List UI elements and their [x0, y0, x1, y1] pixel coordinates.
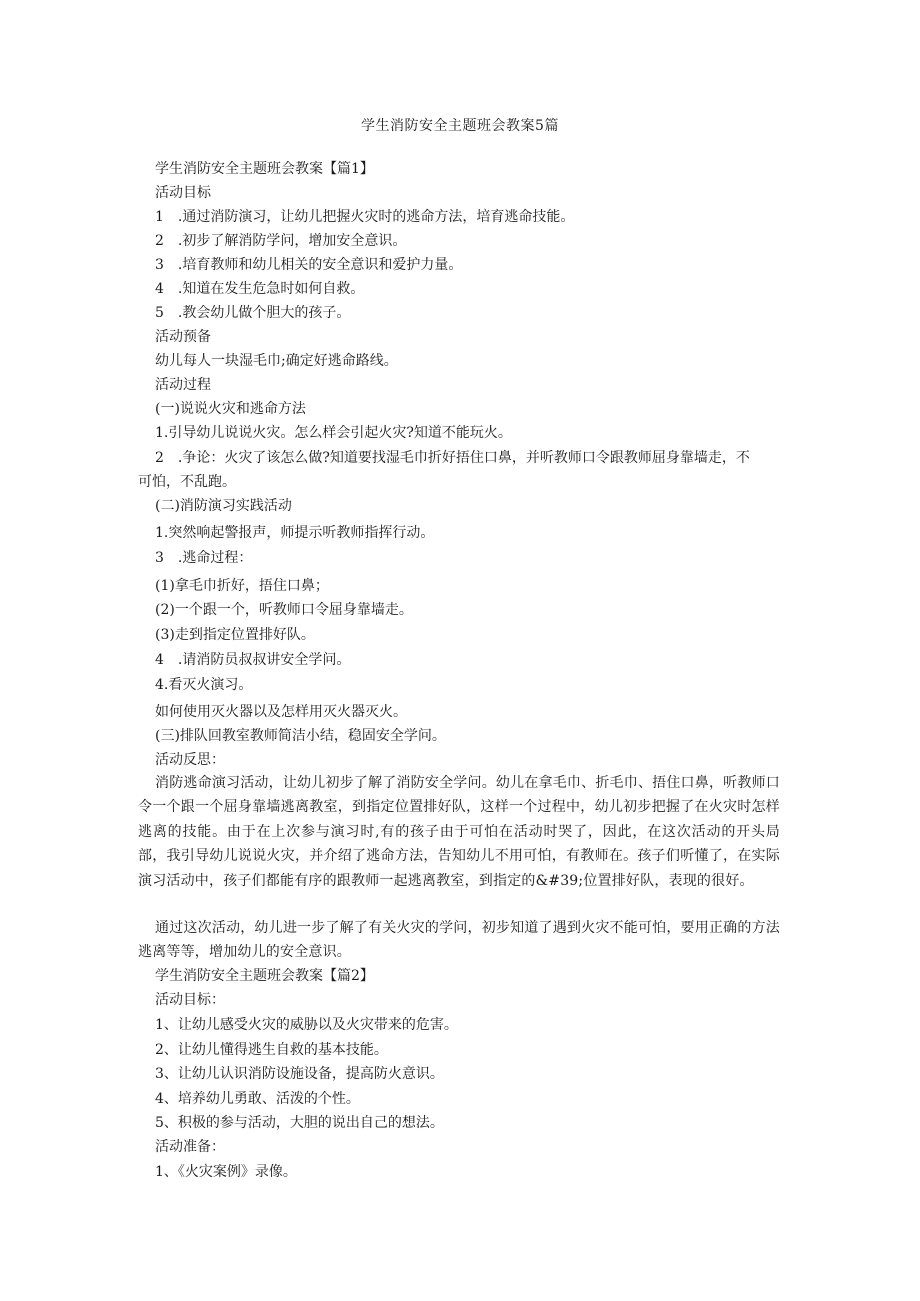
text-line: 2 .争论：火灾了该怎么做?知道要找湿毛巾折好捂住口鼻，并听教师口令跟教师屈身靠墙走，不	[155, 450, 750, 466]
text-line: 活动目标：	[155, 992, 225, 1008]
text-line: 4.看灭火演习。	[155, 677, 253, 693]
text-line: 如何使用灭火器以及怎样用灭火器灭火。	[155, 704, 407, 720]
text-line: 5 .教会幼儿做个胆大的孩子。	[155, 305, 351, 321]
text-line: 4 .知道在发生危急时如何自救。	[155, 281, 365, 297]
text-line: 活动反思：	[155, 752, 225, 768]
text-line: 3、让幼儿认识消防设施设备，提高防火意识。	[155, 1066, 444, 1082]
text-line: 4 .请消防员叔叔讲安全学问。	[155, 652, 351, 668]
text-line: 3 .逃命过程：	[155, 550, 253, 566]
text-line: 活动目标	[155, 185, 211, 201]
text-line: (三)排队回教室教师简洁小结，稳固安全学问。	[155, 728, 446, 744]
text-line: 可怕，不乱跑。	[138, 474, 236, 490]
text-line: 5、积极的参与活动，大胆的说出自己的想法。	[155, 1115, 444, 1131]
text-line: (2)一个跟一个，听教师口令屈身靠墙走。	[155, 602, 413, 618]
text-line: 2、让幼儿懂得逃生自救的基本技能。	[155, 1042, 388, 1058]
text-line: (二)消防演习实践活动	[155, 498, 292, 514]
reflection-paragraph: 消防逃命演习活动，让幼儿初步了解了消防安全学问。幼儿在拿毛巾、折毛巾、捂住口鼻，听教师口令一个跟一个屈身靠墙逃离教室，到指定位置排好队，这样一个过程中，幼儿初步把握了在火灾时怎样逃离的技能。由于在上次参与演习时,有的孩子由于可怕在活动时哭了，因此，在这次活动的开头局部，我引导幼儿说说火灾，并介绍了逃命方法，告知幼儿不用可怕，有教师在。孩子们听懂了，在实际演习活动中，孩子们都能有序的跟教师一起逃离教室，到指定的&#39;位置排好队，表现的很好。	[138, 775, 780, 889]
text-line: 4、培养幼儿勇敢、活泼的个性。	[155, 1091, 360, 1107]
text-line: 活动预备	[155, 329, 211, 345]
text-line: 3 .培育教师和幼儿相关的安全意识和爱护力量。	[155, 257, 463, 273]
text-line: 活动过程	[155, 377, 211, 393]
text-line: 1、让幼儿感受火灾的威胁以及火灾带来的危害。	[155, 1017, 458, 1033]
text-line: 1.引导幼儿说说火灾。怎么样会引起火灾?知道不能玩火。	[155, 425, 512, 441]
summary-paragraph: 通过这次活动，幼儿进一步了解了有关火灾的学问，初步知道了遇到火灾不能可怕，要用正确的方法逃离等等，增加幼儿的安全意识。	[138, 920, 780, 961]
text-line: 1 .通过消防演习，让幼儿把握火灾时的逃命方法，培育逃命技能。	[155, 209, 575, 225]
document-title: 学生消防安全主题班会教案5篇	[361, 118, 559, 134]
section-heading-2: 学生消防安全主题班会教案【篇2】	[155, 968, 374, 984]
text-line: 1、《火灾案例》录像。	[155, 1164, 297, 1180]
text-line: 2 .初步了解消防学问，增加安全意识。	[155, 233, 407, 249]
text-line: 1.突然响起警报声，师提示听教师指挥行动。	[155, 525, 435, 541]
text-line: 活动准备：	[155, 1139, 225, 1155]
text-line: (一)说说火灾和逃命方法	[155, 401, 306, 417]
section-heading-1: 学生消防安全主题班会教案【篇1】	[155, 161, 374, 177]
text-line: (1)拿毛巾折好，捂住口鼻；	[155, 578, 329, 594]
text-line: 幼儿每人一块湿毛巾;确定好逃命路线。	[155, 353, 398, 369]
text-line: (3)走到指定位置排好队。	[155, 627, 315, 643]
